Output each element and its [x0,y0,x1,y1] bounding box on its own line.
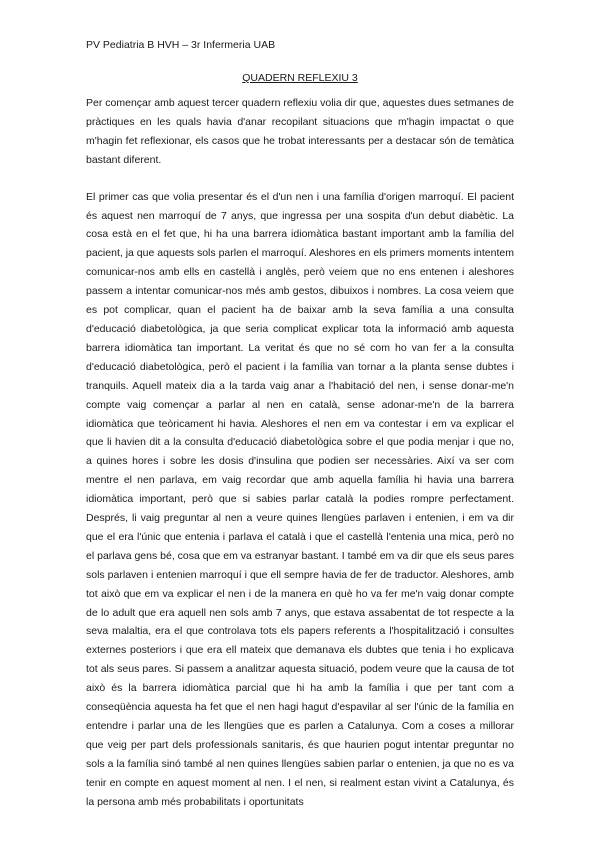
paragraph-intro: Per començar amb aquest tercer quadern reflexiu volia dir que, aquestes dues setmanes de pràctiques en les quals havia d'anar recopilant situacions que m'hagin impactat o que m'hagin fet reflexionar, els casos que he trobat interessants per a destacar són de temàtica bastant diferent. [86,97,514,166]
document-title: QUADERN REFLEXIU 3 [242,72,358,84]
document-header: PV Pediatria B HVH – 3r Infermeria UAB [86,39,276,51]
paragraph-first-case: El primer cas que volia presentar és el d'un nen i una família d'origen marroquí. El pacient és aquest nen marroquí de 7 anys, que ingressa per una sospita d'un debut diabètic. La cosa està en el fet que, hi ha una barrera idiomàtica bastant important amb la família del pacient, ja que aquests sols parlen el marroquí. Aleshores en els primers moments intentem comunicar-nos amb ells en castellà i anglès, però veiem que no ens entenen i aleshores passem a intentar comunicar-nos més amb gestos, dibuixos i nombres. La cosa veiem que es pot complicar, quan el pacient ha de baixar amb la seva família a una consulta d'educació diabetològica, ja que seria complicat explicar tota la informació amb aquesta barrera idiomàtica tan important. La veritat és que no sé com ho van fer a la consulta d'educació diabetològica, però el pacient i la família van tornar a la planta sense dubtes i tranquils. Aquell mateix dia a la tarda vaig anar a l'habitació del nen, i sense donar-me'n compte vaig començar a parlar al nen en català, sense adonar-me'n de la barrera idiomàtica que teòricament hi havia. Aleshores el nen em va contestar i em va explicar el que li havien dit a la consulta d'educació diabetològica sobre el que podia menjar i que no, a quines hores i sobre les dosis d'insulina que podien ser necessàries. Així va ser com mentre el nen parlava, em vaig recordar que amb aquella família hi havia una barrera idiomàtica important, però que si sabies parlar català la podies rompre perfectament. Després, li vaig preguntar al nen a veure quines llengües parlaven i entenien, i em va dir que el era l'únic que entenia i parlava el català i que el castellà l'entenia una mica, però no el parlava gens bé, cosa que em va estranyar bastant. I també em va dir que els seus pares sols parlaven i entenien marroquí i que ell sempre havia de fer de traductor. Aleshores, amb tot això que em va explicar el nen i de la manera en què ho va fer me'n vaig donar compte de lo adult que era aquell nen sols amb 7 anys, que estava assabentat de tot respecte a la seva malaltia, era el que controlava tots els papers referents a l'hospitalització i consultes externes posteriors i que era ell mateix que demanava els dubtes que tenia i ho explicava tot als seus pares. Si passem a analitzar aquesta situació, podem veure que la causa de tot això és la barrera idiomàtica parcial que hi ha amb la família i que per tant com a conseqüència aquesta ha fet que el nen hagi hagut d'espavilar al ser l'únic de la família en entendre i parlar una de les llengües que es parlen a Catalunya. Com a coses a millorar que veig per part dels professionals sanitaris, és que haurien pogut intentar preguntar no sols a la família sinó també al nen quines llengües sabien parlar o entenien, ja que no es va tenir en compte en aquest moment al nen. I el nen, si realment estan vivint a Catalunya, és la persona amb més probabilitats i oportunitats [86,190,514,808]
